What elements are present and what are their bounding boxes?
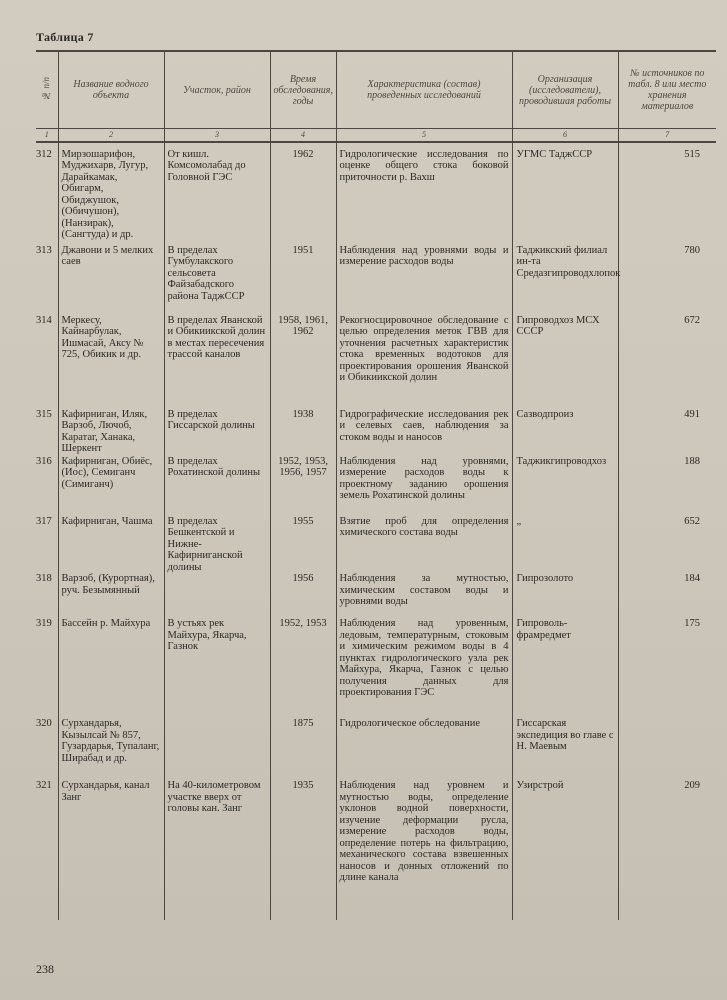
row-number: 312 [36,148,52,160]
row-number: 316 [36,455,52,467]
table-row [36,456,716,516]
object-name: Варзоб, (Курортная), руч. Безымянный [58,573,164,618]
page-number: 238 [36,962,54,976]
survey-years: 1952, 1953 [270,618,336,718]
organization-name: Таджикский филиал ин-та Средазгипроводхлопок [512,245,618,315]
source-number: 515 [618,142,716,245]
source-number: 184 [618,573,716,618]
table-row [36,718,716,780]
row-number: 314 [36,314,52,326]
table-row [36,516,716,574]
section-area: В пределах Гумбулакского сельсовета Файзабадского района ТаджССР [164,245,270,315]
section-area: В пределах Рохатинской долины [164,456,270,516]
organization-name: Таджикгипроводхоз [512,456,618,516]
organization-name: Гипроводхоз МСХ СССР [512,315,618,409]
survey-years: 1958, 1961, 1962 [270,315,336,409]
table-row [36,315,716,409]
header-source: № источников по табл. 8 или место хранения материалов [618,51,716,129]
section-area: В устьях рек Майхура, Якарча, Газнок [164,618,270,718]
column-number: 6 [512,129,618,142]
table-body [36,142,716,921]
column-number: 5 [336,129,512,142]
research-characteristics: Наблюдения над уровнями воды и измерение расходов воды [336,245,512,315]
survey-years: 1955 [270,516,336,574]
research-characteristics: Наблюдения над уровнями, измерение расходов воды к проектному заданию орошения земель Рохатинской долины [336,456,512,516]
organization-name: Гиссарская экспедиция во главе с Н. Маевым [512,718,618,780]
section-area: В пределах Гиссарской долины [164,409,270,456]
object-name: Кафирниган, Иляк, Варзоб, Лючоб, Каратаг, Ханака, Шеркент [58,409,164,456]
survey-years: 1952, 1953, 1956, 1957 [270,456,336,516]
survey-years: 1938 [270,409,336,456]
research-characteristics: Гидрологическое обследование [336,718,512,780]
column-number: 2 [58,129,164,142]
organization-name: Сазводпроиз [512,409,618,456]
table-row [36,618,716,718]
survey-years: 1875 [270,718,336,780]
row-number: 320 [36,718,52,729]
source-number: 209 [618,780,716,920]
object-name: Кафирниган, Обиёс, (Иос), Семиганч (Симиганч) [58,456,164,516]
table-row [36,142,716,245]
research-characteristics: Гидрографические исследования рек и селевых саев, наблюдения за стоком воды и наносов [336,409,512,456]
row-number: 313 [36,244,52,256]
survey-years: 1962 [270,142,336,245]
organization-name: Узирстрой [512,780,618,920]
source-number: 175 [618,618,716,718]
column-number: 1 [36,129,58,142]
survey-years: 1951 [270,245,336,315]
header-years: Время обследования, годы [270,51,336,129]
object-name: Сурхандарья, Кызылсай № 857, Гузардарья, Тупаланг, Ширабад и др. [58,718,164,780]
source-number: 780 [618,245,716,315]
header-organization: Организация (исследователи), проводившая работы [512,51,618,129]
header-number: № п/п [36,51,58,129]
column-number: 4 [270,129,336,142]
table-row [36,409,716,456]
object-name: Кафирниган, Чашма [58,516,164,574]
object-name: Меркесу, Кайнарбулак, Ишмасай, Аксу № 725, Обикик и др. [58,315,164,409]
section-area: В пределах Яванской и Обикиикской долин в местах пересечения трассой каналов [164,315,270,409]
header-characteristics: Характеристика (состав) проведенных исследований [336,51,512,129]
research-characteristics: Наблюдения над уровнем и мутностью воды, определение уклонов водной поверхности, изучение деформации русла, измерение расходов воды, определение потерь на фильтрацию, механического состава взвешенных наносов и донных отложений по длине канала [336,780,512,920]
column-number-row [36,129,716,142]
row-number: 319 [36,618,52,629]
source-number: 491 [618,409,716,456]
object-name: Джавони и 5 мелких саев [58,245,164,315]
header-section: Участок, район [164,51,270,129]
organization-name: УГМС ТаджССР [512,142,618,245]
table-row [36,780,716,920]
header-object: Название водного объекта [58,51,164,129]
source-number: 672 [618,315,716,409]
object-name: Сурхандарья, канал Занг [58,780,164,920]
survey-years: 1935 [270,780,336,920]
source-number [618,718,716,780]
organization-name: Гипрозолото [512,573,618,618]
row-number: 321 [36,780,52,791]
row-number: 317 [36,515,52,527]
object-name: Мирзошарифон, Муджихарв, Лугур, Дарайкамак, Обигарм, Обиджушок, (Обичушон), (Нанзирак), (Сангтуда) и др. [58,142,164,245]
section-area: На 40-километровом участке вверх от головы кан. Занг [164,780,270,920]
research-characteristics: Наблюдения за мутностью, химическим составом воды и уровнями воды [336,573,512,618]
column-number: 7 [618,129,716,142]
table-row [36,573,716,618]
section-area [164,718,270,780]
research-characteristics: Наблюдения над уровенным, ледовым, температурным, стоковым и химическим режимом воды в 4 пунктах гидрологического узла рек Майхура, Якарча, Газнок с целью получения данных для проектирования ГЭС [336,618,512,718]
section-area: От кишл. Комсомолабад до Головной ГЭС [164,142,270,245]
organization-name: „ [512,516,618,574]
survey-table [36,50,716,920]
research-characteristics: Гидрологические исследования по оценке общего стока боковой приточности р. Вахш [336,142,512,245]
section-area: В пределах Бешкентской и Нижне-Кафирниганской долины [164,516,270,574]
research-characteristics: Рекогносцировочное обследование с целью определения меток ГВВ для уточнения расчетных характеристик стока временных водотоков для проектирования орошения Яванской и Обикиикской долин [336,315,512,409]
header-row [36,51,716,129]
research-characteristics: Взятие проб для определения химического состава воды [336,516,512,574]
survey-years: 1956 [270,573,336,618]
organization-name: Гипроволь-фрамредмет [512,618,618,718]
row-number: 318 [36,573,52,584]
column-number: 3 [164,129,270,142]
source-number: 652 [618,516,716,574]
source-number: 188 [618,456,716,516]
table-row [36,245,716,315]
section-area [164,573,270,618]
object-name: Бассейн р. Майхура [58,618,164,718]
row-number: 315 [36,408,52,420]
table-label: Таблица 7 [36,30,94,44]
